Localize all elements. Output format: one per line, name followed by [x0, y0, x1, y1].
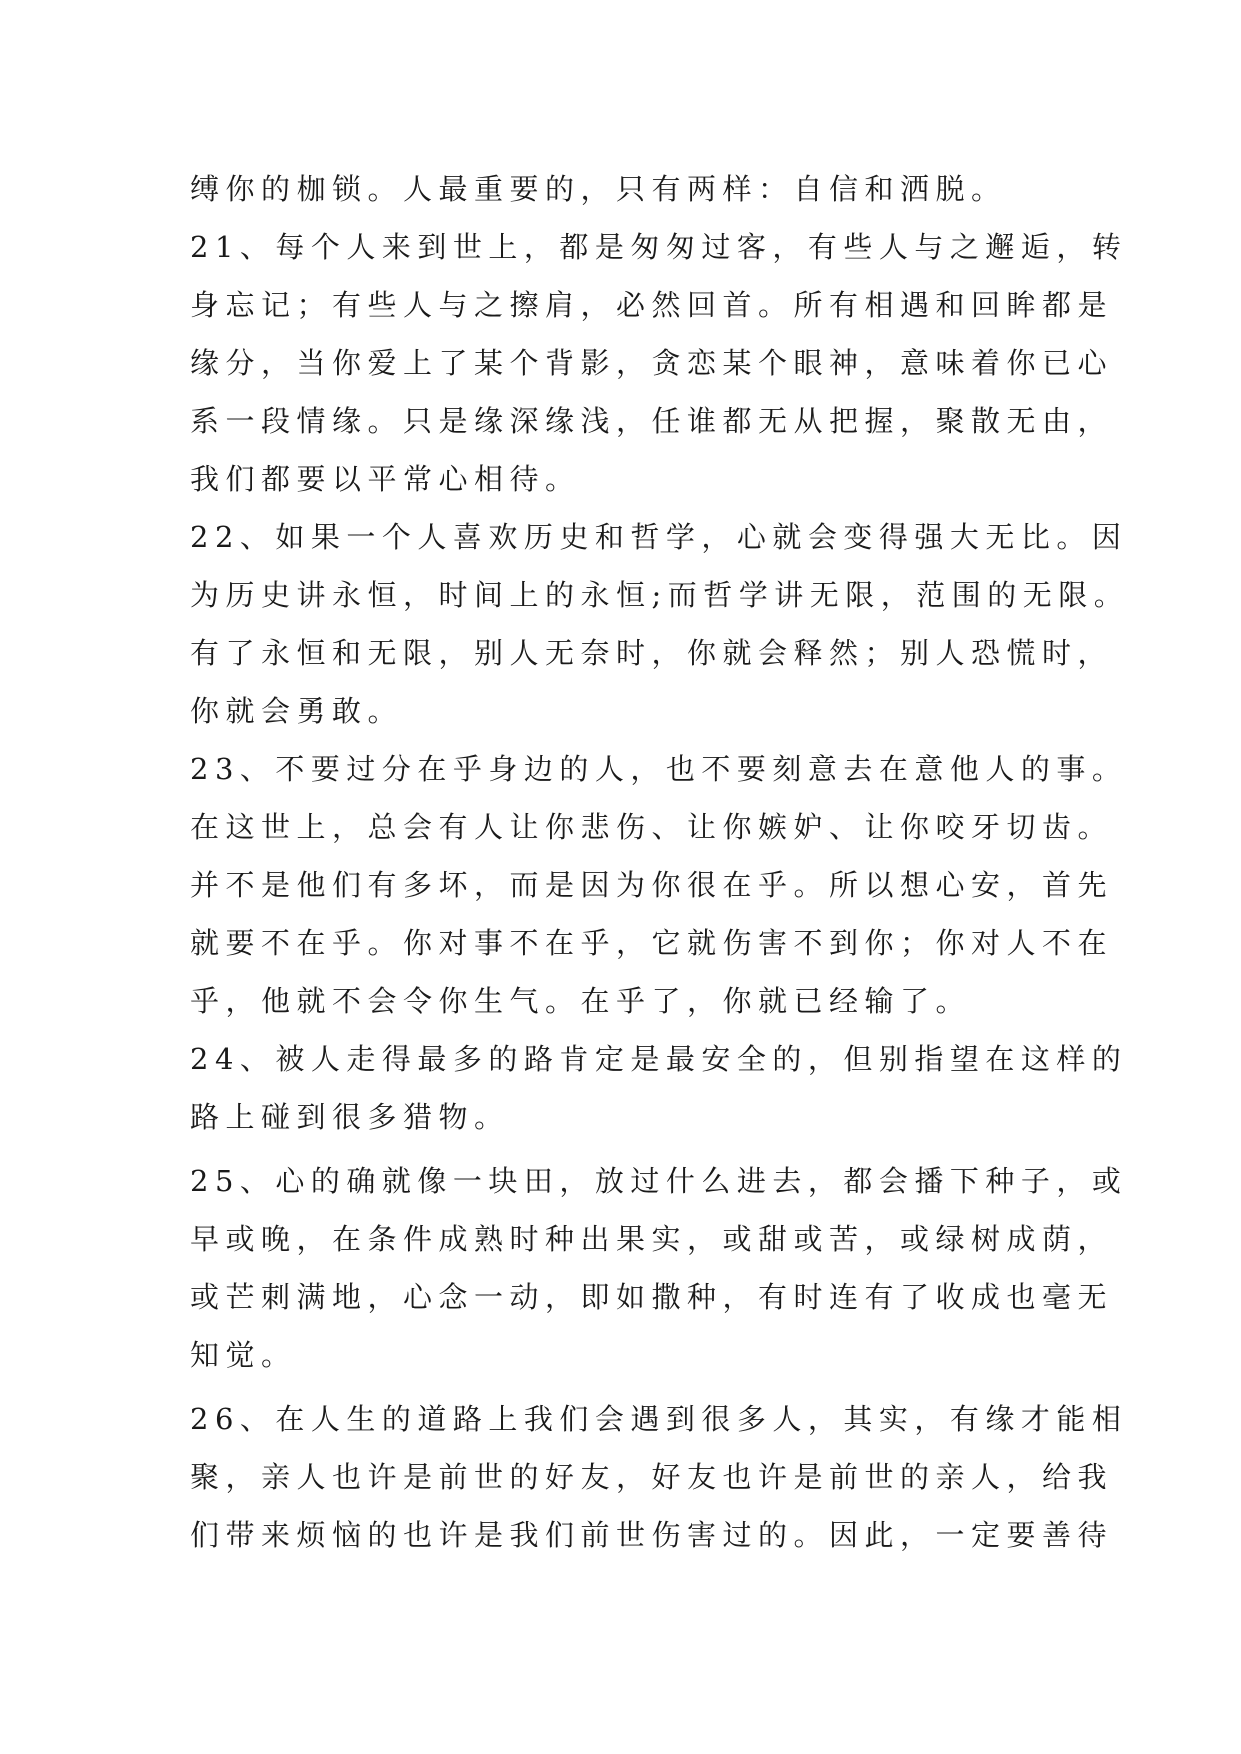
text-line: 为历史讲永恒，时间上的永恒;而哲学讲无限，范围的无限。 — [190, 578, 1130, 612]
text-line: 身忘记；有些人与之擦肩，必然回首。所有相遇和回眸都是 — [190, 288, 1114, 322]
text-line: 21、每个人来到世上，都是匆匆过客，有些人与之邂逅，转 — [190, 230, 1128, 264]
text-line: 有了永恒和无限，别人无奈时，你就会释然；别人恐慌时， — [190, 636, 1114, 670]
text-line: 聚，亲人也许是前世的好友，好友也许是前世的亲人，给我 — [190, 1460, 1114, 1494]
text-line: 路上碰到很多猎物。 — [190, 1100, 510, 1134]
text-line: 系一段情缘。只是缘深缘浅，任谁都无从把握，聚散无由， — [190, 404, 1114, 438]
text-line: 25、心的确就像一块田，放过什么进去，都会播下种子，或 — [190, 1164, 1128, 1198]
text-line: 24、被人走得最多的路肯定是最安全的，但别指望在这样的 — [190, 1042, 1128, 1076]
text-line: 早或晚，在条件成熟时种出果实，或甜或苦，或绿树成荫， — [190, 1222, 1114, 1256]
text-line: 我们都要以平常心相待。 — [190, 462, 581, 496]
document-page — [190, 160, 1130, 1564]
text-line: 缘分，当你爱上了某个背影，贪恋某个眼神，意味着你已心 — [190, 346, 1114, 380]
text-line: 在这世上，总会有人让你悲伤、让你嫉妒、让你咬牙切齿。 — [190, 810, 1114, 844]
text-line: 23、不要过分在乎身边的人，也不要刻意去在意他人的事。 — [190, 752, 1128, 786]
text-line: 你就会勇敢。 — [190, 694, 404, 728]
text-line: 并不是他们有多坏，而是因为你很在乎。所以想心安，首先 — [190, 868, 1114, 902]
text-line: 26、在人生的道路上我们会遇到很多人，其实，有缘才能相 — [190, 1402, 1128, 1436]
text-line: 就要不在乎。你对事不在乎，它就伤害不到你；你对人不在 — [190, 926, 1114, 960]
text-line: 22、如果一个人喜欢历史和哲学，心就会变得强大无比。因 — [190, 520, 1128, 554]
text-line: 或芒刺满地，心念一动，即如撒种，有时连有了收成也毫无 — [190, 1280, 1114, 1314]
text-line: 们带来烦恼的也许是我们前世伤害过的。因此，一定要善待 — [190, 1518, 1114, 1552]
text-line: 乎，他就不会令你生气。在乎了，你就已经输了。 — [190, 984, 972, 1018]
text-line: 知觉。 — [190, 1338, 297, 1372]
text-line: 缚你的枷锁。人最重要的，只有两样：自信和洒脱。 — [190, 172, 1007, 206]
